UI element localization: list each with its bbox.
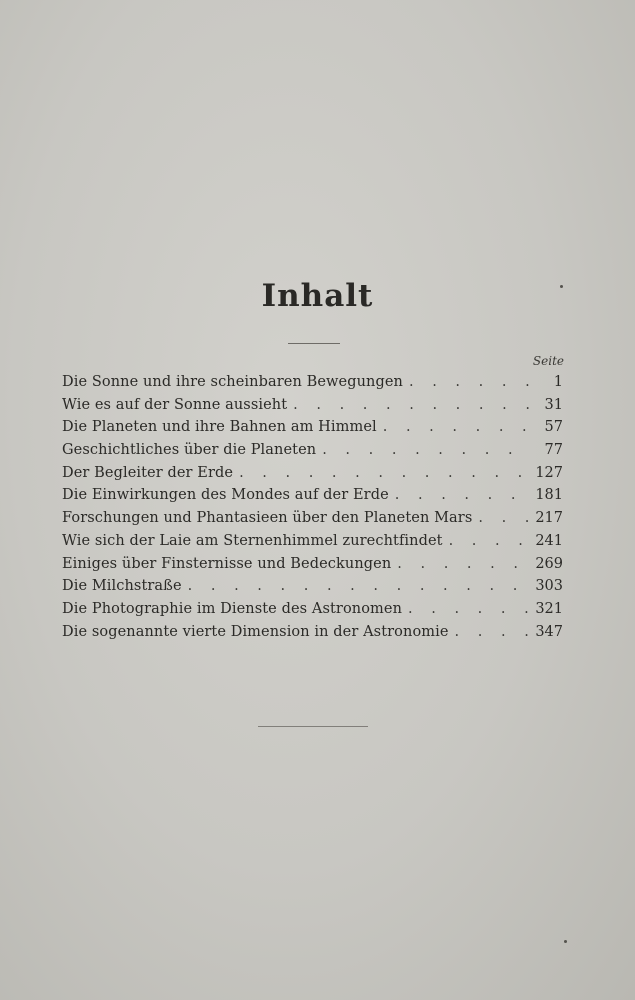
dot-leader [455,621,529,644]
toc-entry-title: Die sogenannte vierte Dimension in der Astronomie [62,623,449,640]
title-divider [288,343,340,344]
dot-leader [322,439,529,462]
toc-entry-title: Einiges über Finsternisse und Bedeckungen [62,555,392,572]
dot-leader [188,575,529,598]
toc-entry-title: Geschichtliches über die Planeten [62,442,317,459]
page-title: Inhalt [261,278,374,314]
toc-entry [62,439,563,462]
dot-leader [408,598,529,621]
dot-leader [293,394,529,417]
dot-leader [397,553,529,576]
toc-entry-title: Die Einwirkungen des Mondes auf der Erde [62,487,389,504]
toc-entry [62,553,563,576]
toc-entry [62,575,563,598]
toc-entry [62,394,563,417]
dot-leader [383,416,529,439]
page-column-label: Seite [532,354,564,368]
dot-leader [478,507,529,530]
dot-leader [449,530,529,553]
toc-entry [62,530,563,553]
toc-entry-page: 181 [535,487,563,504]
toc-entry [62,598,563,621]
toc-entry-title: Die Photographie im Dienste des Astronomen [62,600,403,617]
toc-entry-page: 1 [553,374,563,390]
dot-leader [395,484,529,507]
toc-entry-page: 57 [544,419,563,436]
toc-entry [62,484,563,507]
toc-entry-page: 269 [535,555,563,572]
toc-entry-title: Wie sich der Laie am Sternenhimmel zurechtfindet [62,532,443,549]
toc-entry-title: Die Milchstraße [62,578,182,595]
toc-entry-title: Wie es auf der Sonne aussieht [62,396,288,413]
toc-entry [62,507,563,530]
toc-entry-title: Forschungen und Phantasieen über den Planeten Mars [62,510,473,527]
dot-leader [409,371,529,394]
toc-entry-page: 321 [535,600,563,617]
toc-entry [62,462,563,485]
toc-entry-page: 217 [535,510,563,527]
toc-entry [62,621,563,644]
paper-speck [560,285,563,288]
toc-entry-page: 303 [535,578,563,595]
toc-entry [62,371,563,394]
table-of-contents [62,371,563,643]
toc-entry-title: Der Begleiter der Erde [62,464,234,481]
toc-entry-page: 77 [544,442,563,459]
toc-entry-title: Die Sonne und ihre scheinbaren Bewegungen [62,374,403,390]
toc-entry-page: 241 [535,532,563,549]
toc-entry-page: 347 [535,623,563,640]
bottom-divider [258,726,368,727]
toc-entry-page: 31 [544,396,563,413]
dot-leader [239,462,529,485]
toc-entry-title: Die Planeten und ihre Bahnen am Himmel [62,419,377,436]
paper-speck [564,940,567,943]
toc-entry [62,416,563,439]
toc-entry-page: 127 [535,464,563,481]
